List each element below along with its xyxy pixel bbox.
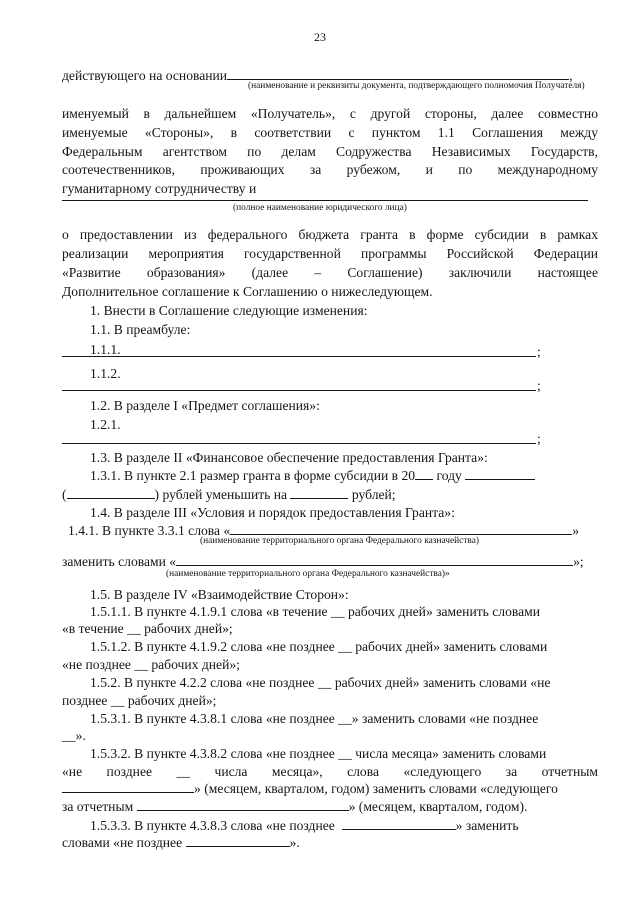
item-1-5-3-2: 1.5.3.2. В пункте 4.3.8.2 слова «не позднее __ числа месяца» заменить словами xyxy=(90,746,547,761)
blank-line xyxy=(62,200,588,201)
replace-line xyxy=(62,553,598,570)
blank-field xyxy=(176,553,573,566)
punct: ; xyxy=(537,344,541,359)
text-line: __». xyxy=(62,728,86,743)
item-1-5-2: 1.5.2. В пункте 4.2.2 слова «не позднее __ рабочих дней» заменить словами «не xyxy=(90,675,551,690)
item-1-5-1-1: 1.5.1.1. В пункте 4.1.9.1 слова «в течение __ рабочих дней» заменить словами xyxy=(90,604,541,619)
item-1-5-1-2: 1.5.1.2. В пункте 4.1.9.2 слова «не позднее __ рабочих дней» заменить словами xyxy=(90,639,548,654)
text-line xyxy=(62,798,598,815)
punct: ; xyxy=(537,378,541,393)
item-1-5-3-1: 1.5.3.1. В пункте 4.3.8.1 слова «не позднее __» заменить словами «не позднее xyxy=(90,711,539,726)
text: 1.3.1. В пункте 2.1 размер гранта в форме субсидии в 20 xyxy=(90,468,416,483)
blank-field xyxy=(465,467,535,480)
blank-line xyxy=(62,443,536,444)
caption-document: (наименование и реквизиты документа, подтверждающего полномочия Получателя) xyxy=(248,81,585,91)
punct: »; xyxy=(573,554,584,569)
text: 1.4.1. В пункте 3.3.1 слова « xyxy=(68,523,231,538)
text: рублей; xyxy=(351,487,396,502)
text: за отчетным xyxy=(62,799,134,814)
item-1-2-1: 1.2.1. xyxy=(90,417,121,432)
text-line: позднее __ рабочих дней»; xyxy=(62,693,217,708)
text-line: «Развитие образования» (далее – Соглашение) заключили настоящее xyxy=(62,265,598,280)
text-line: именуемые «Стороны», в соответствии с пунктом 1.1 Соглашения между xyxy=(62,125,598,140)
item-1-2: 1.2. В разделе I «Предмет соглашения»: xyxy=(90,398,320,413)
blank-field xyxy=(342,817,456,830)
text: » заменить xyxy=(455,818,519,833)
item-1-3: 1.3. В разделе II «Финансовое обеспечение предоставления Гранта»: xyxy=(90,450,488,465)
basis-label: действующего на основании xyxy=(62,68,228,83)
item-1-4: 1.4. В разделе III «Условия и порядок предоставления Гранта»: xyxy=(90,505,455,520)
item-1-1-1: 1.1.1. xyxy=(90,342,121,357)
text-line: «не позднее __ числа месяца», слова «следующего за отчетным xyxy=(62,764,598,779)
blank-line xyxy=(62,356,536,357)
text: заменить словами « xyxy=(62,554,177,569)
item-1: 1. Внести в Соглашение следующие изменения: xyxy=(90,303,368,318)
text-line: Дополнительное соглашение к Соглашению о нижеследующем. xyxy=(62,284,433,299)
text-line xyxy=(62,780,598,797)
text: » (месяцем, кварталом, годом) заменить словами «следующего xyxy=(194,781,558,796)
text-line: реализации мероприятия государственной программы Российской Федерации xyxy=(62,246,598,261)
text: ) рублей уменьшить на xyxy=(154,487,288,502)
blank-field xyxy=(62,780,194,793)
text: словами «не позднее xyxy=(62,835,183,850)
text-line: «не позднее __ рабочих дней»; xyxy=(62,657,240,672)
text-line: Федеральным агентством по делам Содружества Независимых Государств, xyxy=(62,144,598,159)
punct: » xyxy=(572,523,580,538)
caption-legal-entity: (полное наименование юридического лица) xyxy=(233,203,407,213)
text: ». xyxy=(289,835,300,850)
text: » (месяцем, кварталом, годом). xyxy=(348,799,528,814)
blank-field xyxy=(227,67,569,80)
text-line: гуманитарному сотрудничеству и xyxy=(62,181,257,196)
text-line: «в течение __ рабочих дней»; xyxy=(62,621,233,636)
blank-field xyxy=(290,486,348,499)
page-number: 23 xyxy=(314,30,326,44)
text-line: о предоставлении из федерального бюджета гранта в форме субсидии в рамках xyxy=(62,227,598,242)
punct: , xyxy=(569,68,573,83)
blank-line xyxy=(62,390,536,391)
item-1-5-3-3 xyxy=(90,817,600,834)
caption-treasury: (наименование территориального органа Федерального казначейства) xyxy=(200,536,480,546)
item-1-1: 1.1. В преамбуле: xyxy=(90,322,191,337)
text: ( xyxy=(62,487,67,502)
caption-treasury: (наименование территориального органа Федерального казначейства)» xyxy=(166,569,450,579)
item-1-1-2: 1.1.2. xyxy=(90,366,121,381)
blank-field xyxy=(230,522,572,535)
text-line: соотечественников, проживающих за рубежом, и по международному xyxy=(62,162,598,177)
blank-field xyxy=(137,798,349,811)
item-1-5: 1.5. В разделе IV «Взаимодействие Сторон»: xyxy=(90,587,349,602)
punct: ; xyxy=(537,431,541,446)
text-line: именуемый в дальнейшем «Получатель», с другой стороны, далее совместно xyxy=(62,106,598,121)
blank-field xyxy=(415,467,433,480)
blank-field xyxy=(67,486,155,499)
grant-amount-line xyxy=(62,486,598,503)
text: году xyxy=(436,468,462,483)
text: 1.5.3.3. В пункте 4.3.8.3 слова «не позднее xyxy=(90,818,335,833)
item-1-3-1 xyxy=(90,467,600,484)
text-line xyxy=(62,834,598,851)
blank-field xyxy=(186,834,290,847)
